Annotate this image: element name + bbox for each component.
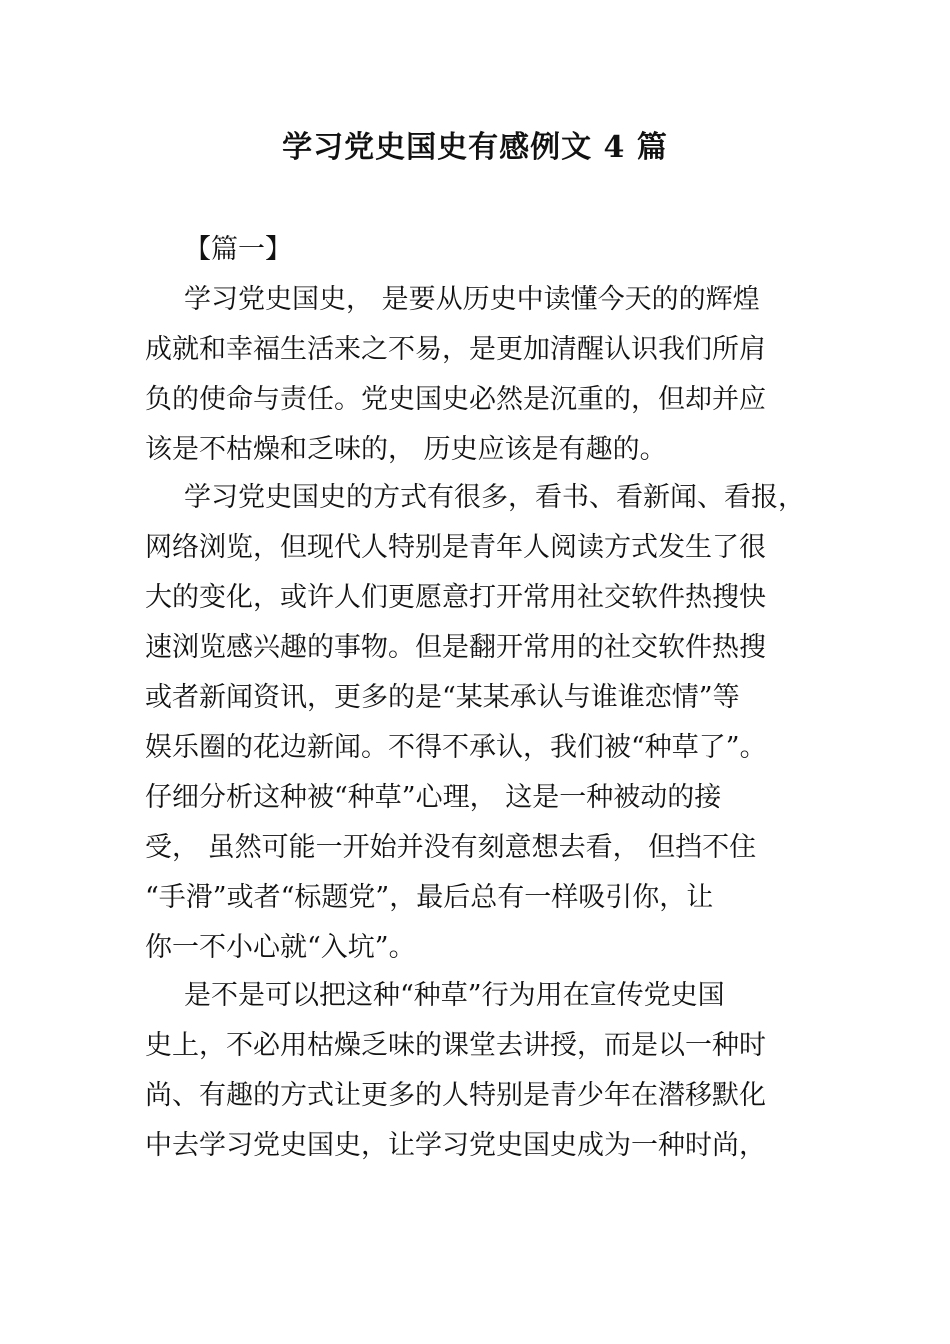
paragraph-line: 尚、有趣的方式让更多的人特别是青少年在潜移默化 [145,1080,766,1111]
paragraph-line: 成就和幸福生活来之不易，是更加清醒认识我们所肩 [145,334,766,365]
paragraph-line: 速浏览感兴趣的事物。但是翻开常用的社交软件热搜 [145,632,766,663]
paragraph-line: “手滑”或者“标题党”，最后总有一样吸引你，让 [145,882,714,913]
paragraph-line: 是不是可以把这种“种草”行为用在宣传党史国 [184,980,725,1011]
paragraph-line: 或者新闻资讯，更多的是“某某承认与谁谁恋情”等 [145,682,740,713]
paragraph-line: 学习党史国史， 是要从历史中读懂今天的的辉煌 [184,284,760,315]
paragraph-line: 你一不小心就“入坑”。 [145,932,416,963]
paragraph-line: 中去学习党史国史，让学习党史国史成为一种时尚， [145,1130,766,1161]
paragraph-line: 该是不枯燥和乏味的， 历史应该是有趣的。 [145,434,667,465]
paragraph-line: 大的变化，或许人们更愿意打开常用社交软件热搜快 [145,582,766,613]
paragraph-line: 仔细分析这种被“种草”心理， 这是一种被动的接 [145,782,722,813]
paragraph-line: 负的使命与责任。党史国史必然是沉重的，但却并应 [145,384,766,415]
paragraph-line: 学习党史国史的方式有很多，看书、看新闻、看报， [184,482,805,513]
paragraph-line: 受， 虽然可能一开始并没有刻意想去看， 但挡不住 [145,832,757,863]
paragraph-line: 娱乐圈的花边新闻。不得不承认，我们被“种草了”。 [145,732,767,763]
paragraph-line: 网络浏览，但现代人特别是青年人阅读方式发生了很 [145,532,766,563]
section-label: 【篇一】 [184,234,292,265]
document-title: 学习党史国史有感例文 4 篇 [282,130,668,165]
paragraph-line: 史上，不必用枯燥乏味的课堂去讲授，而是以一种时 [145,1030,766,1061]
